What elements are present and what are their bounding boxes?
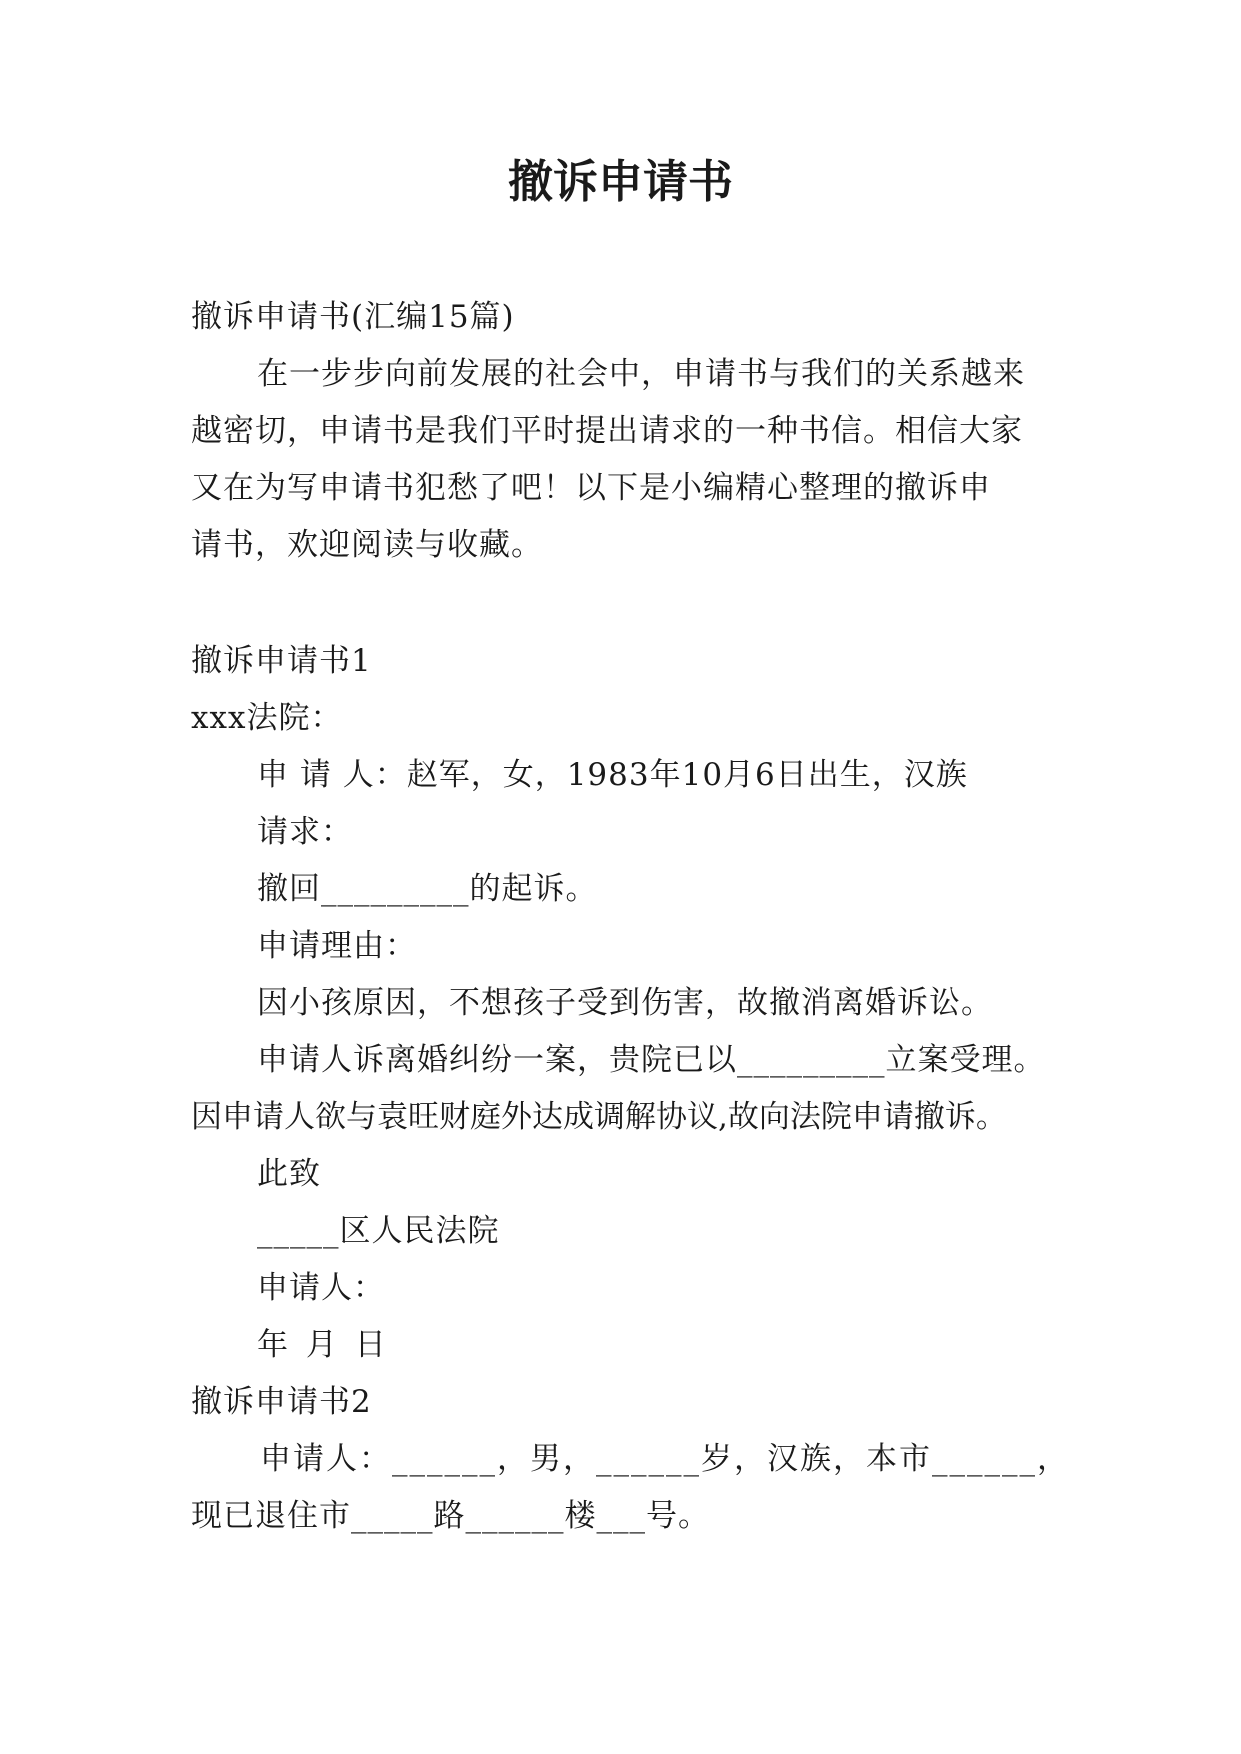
- section-heading: 撤诉申请书2: [191, 1384, 372, 1420]
- intro-line: 越密切，申请书是我们平时提出请求的一种书信。相信大家: [191, 413, 1023, 449]
- intro-line: 又在为写申请书犯愁了吧！以下是小编精心整理的撤诉申: [191, 470, 991, 506]
- body-line: 请求：: [257, 814, 353, 850]
- body-line: 现已退住市_____路______楼___号。: [191, 1498, 710, 1534]
- closing-line: 此致: [257, 1156, 321, 1192]
- body-line: 申请人：______，男，______岁，汉族，本市______，: [260, 1441, 1070, 1477]
- intro-line: 在一步步向前发展的社会中，申请书与我们的关系越来: [257, 356, 1025, 392]
- intro-line: 请书，欢迎阅读与收藏。: [191, 527, 543, 563]
- court-line: _____区人民法院: [257, 1213, 500, 1249]
- subtitle-line: 撤诉申请书(汇编15篇): [191, 299, 515, 335]
- addressee-line: xxx法院：: [191, 700, 343, 736]
- body-line: 申 请 人：赵军，女，1983年10月6日出生，汉族: [257, 757, 968, 793]
- signature-line: 申请人：: [257, 1270, 385, 1306]
- section-heading: 撤诉申请书1: [191, 643, 372, 679]
- body-line: 申请人诉离婚纠纷一案，贵院已以_________立案受理。: [257, 1042, 1046, 1078]
- date-line: 年 月 日: [257, 1327, 390, 1363]
- body-line: 撤回_________的起诉。: [257, 871, 598, 907]
- body-line: 因申请人欲与袁旺财庭外达成调解协议,故向法院申请撤诉。: [191, 1099, 1007, 1135]
- document-title: 撤诉申请书: [507, 155, 733, 208]
- body-line: 因小孩原因，不想孩子受到伤害，故撤消离婚诉讼。: [257, 985, 993, 1021]
- body-line: 申请理由：: [257, 928, 417, 964]
